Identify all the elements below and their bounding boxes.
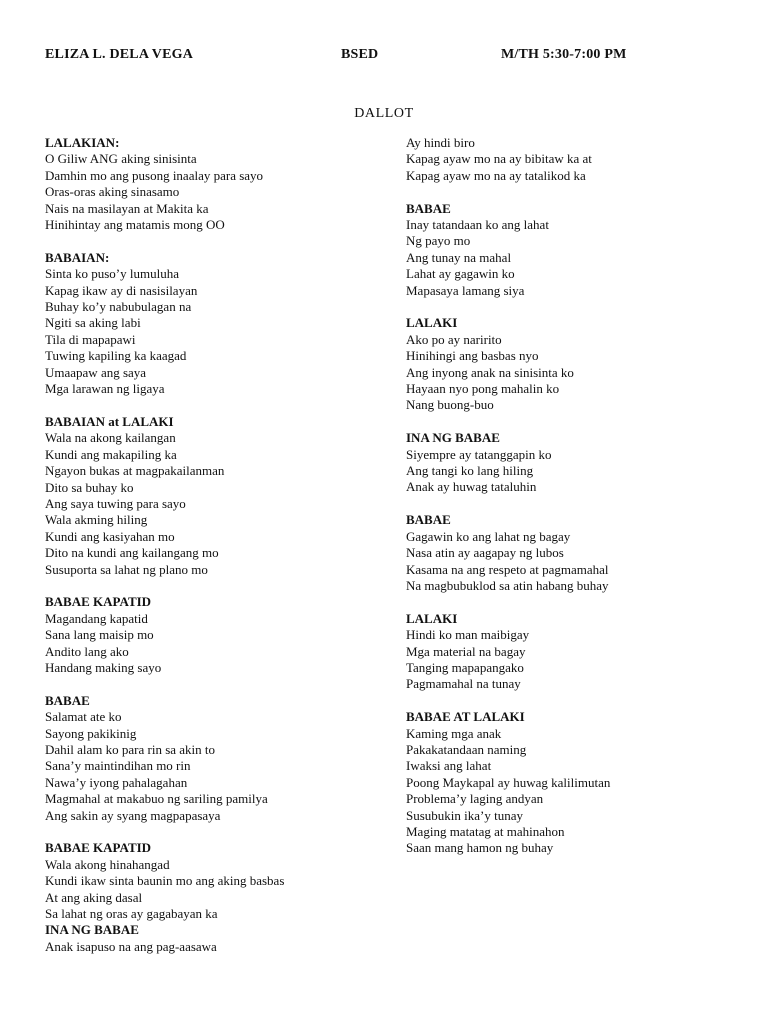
- verse-section: [45, 693, 385, 824]
- verse-line: Kasama na ang respeto at pagmamahal: [406, 561, 609, 577]
- right-column: [406, 135, 736, 873]
- verse-line: Magmahal at makabuo ng sariling pamilya: [45, 791, 268, 807]
- speaker-label: BABAE KAPATID: [45, 840, 152, 856]
- verse-line: Mga material na bagay: [406, 643, 526, 659]
- verse-line: Sana lang maisip mo: [45, 627, 154, 643]
- verse-line: Ngiti sa aking labi: [45, 315, 141, 331]
- verse-line: Dahil alam ko para rin sa akin to: [45, 741, 216, 757]
- verse-line: Pagmamahal na tunay: [406, 676, 521, 692]
- verse-line: Nasa atin ay aagapay ng lubos: [406, 545, 564, 561]
- verse-section: [45, 135, 385, 233]
- verse-line: Ang saya tuwing para sayo: [45, 495, 186, 511]
- verse-line: Maging matatag at mahinahon: [406, 823, 565, 839]
- verse-line: Siyempre ay tatanggapin ko: [406, 446, 552, 462]
- speaker-label: BABAIAN:: [45, 249, 110, 265]
- verse-line: Inay tatandaan ko ang lahat: [406, 217, 549, 233]
- verse-section: [45, 922, 385, 955]
- verse-line: Tuwing kapiling ka kaagad: [45, 348, 187, 364]
- verse-line: Anak isapuso na ang pag-aasawa: [45, 938, 217, 954]
- class-schedule: M/TH 5:30-7:00 PM: [501, 47, 627, 62]
- verse-line: Nawa’y iyong pahalagahan: [45, 774, 188, 790]
- verse-section: [45, 840, 385, 922]
- verse-section: [45, 250, 385, 398]
- verse-section: [406, 430, 736, 496]
- verse-line: Anak ay huwag tataluhin: [406, 479, 537, 495]
- verse-line: Problema’y laging andyan: [406, 791, 544, 807]
- verse-line: Saan mang hamon ng buhay: [406, 840, 554, 856]
- speaker-label: INA NG BABAE: [406, 430, 500, 446]
- verse-line: Kapag ikaw ay di nasisilayan: [45, 282, 198, 298]
- verse-line: Tanging mapapangako: [406, 659, 524, 675]
- verse-line: Wala akong hinahangad: [45, 856, 170, 872]
- verse-line: Ang tunay na mahal: [406, 249, 512, 265]
- speaker-label: BABAE: [406, 512, 451, 528]
- speaker-label: BABAE: [45, 692, 90, 708]
- verse-line: Susuporta sa lahat ng plano mo: [45, 561, 208, 577]
- verse-line: Hinihingi ang basbas nyo: [406, 348, 539, 364]
- verse-line: Umaapaw ang saya: [45, 364, 147, 380]
- verse-line: Hayaan nyo pong mahalin ko: [406, 381, 560, 397]
- verse-section: [406, 611, 736, 693]
- author-name: ELIZA L. DELA VEGA: [45, 47, 194, 62]
- document-title: DALLOT: [354, 106, 414, 121]
- speaker-label: LALAKI: [406, 315, 458, 331]
- left-column: [45, 135, 385, 972]
- verse-section: [406, 709, 736, 857]
- speaker-label: BABAE: [406, 200, 451, 216]
- verse-line: Na magbubuklod sa atin habang buhay: [406, 577, 609, 593]
- verse-line: Sana’y maintindihan mo rin: [45, 758, 191, 774]
- verse-line: At ang aking dasal: [45, 889, 143, 905]
- verse-line: Sayong pakikinig: [45, 725, 137, 741]
- verse-line: Ngayon bukas at magpakailanman: [45, 463, 225, 479]
- verse-line: Pakakatandaan naming: [406, 741, 527, 757]
- verse-line: Ang inyong anak na sinisinta ko: [406, 364, 574, 380]
- verse-section: [406, 201, 736, 299]
- verse-line: Hinihintay ang matamis mong OO: [45, 217, 225, 233]
- verse-section: [406, 315, 736, 413]
- verse-line: Sinta ko puso’y lumuluha: [45, 266, 179, 282]
- verse-line: Nang buong-buo: [406, 397, 494, 413]
- speaker-label: LALAKI: [406, 610, 458, 626]
- verse-line: Buhay ko’y nabubulagan na: [45, 299, 192, 315]
- verse-section: [45, 594, 385, 676]
- verse-line: Handang making sayo: [45, 659, 162, 675]
- speaker-label: LALAKIAN:: [45, 135, 120, 150]
- verse-line: Lahat ay gagawin ko: [406, 266, 515, 282]
- verse-line: Kapag ayaw mo na ay bibitaw ka at: [406, 151, 592, 167]
- verse-line: Iwaksi ang lahat: [406, 758, 492, 774]
- verse-line: Andito lang ako: [45, 643, 129, 659]
- verse-line: Gagawin ko ang lahat ng bagay: [406, 528, 571, 544]
- verse-line: Mga larawan ng ligaya: [45, 381, 165, 397]
- verse-line: Mapasaya lamang siya: [406, 282, 525, 298]
- verse-line: Dito na kundi ang kailangang mo: [45, 545, 219, 561]
- verse-line: Ang tangi ko lang hiling: [406, 463, 534, 479]
- verse-line: Wala na akong kailangan: [45, 430, 176, 446]
- verse-section: [406, 512, 736, 594]
- verse-line: Kapag ayaw mo na ay tatalikod ka: [406, 167, 586, 183]
- verse-line: Sa lahat ng oras ay gagabayan ka: [45, 906, 218, 922]
- verse-line: Kundi ang makapiling ka: [45, 446, 177, 462]
- speaker-label: INA NG BABAE: [45, 922, 139, 938]
- verse-line: Ako po ay naririto: [406, 331, 502, 347]
- verse-line: Ay hindi biro: [406, 135, 475, 150]
- verse-line: Wala akming hiling: [45, 512, 148, 528]
- verse-line: Damhin mo ang pusong inaalay para sayo: [45, 167, 264, 183]
- verse-line: Susubukin ika’y tunay: [406, 807, 523, 823]
- verse-line: Ng payo mo: [406, 233, 471, 249]
- course-label: BSED: [341, 47, 379, 62]
- speaker-label: BABAE AT LALAKI: [406, 709, 525, 725]
- verse-section: [45, 414, 385, 578]
- verse-line: Kaming mga anak: [406, 725, 502, 741]
- verse-line: O Giliw ANG aking sinisinta: [45, 151, 197, 167]
- verse-line: Ang sakin ay syang magpapasaya: [45, 807, 221, 823]
- verse-line: Kundi ang kasiyahan mo: [45, 528, 175, 544]
- verse-line: Kundi ikaw sinta baunin mo ang aking basbas: [45, 873, 285, 889]
- verse-line: Salamat ate ko: [45, 709, 122, 725]
- verse-section: [406, 135, 736, 184]
- speaker-label: BABAIAN at LALAKI: [45, 413, 174, 429]
- verse-line: Dito sa buhay ko: [45, 479, 134, 495]
- verse-line: Poong Maykapal ay huwag kalilimutan: [406, 774, 611, 790]
- document-header: [45, 47, 725, 67]
- verse-line: Magandang kapatid: [45, 610, 148, 626]
- verse-line: Oras-oras aking sinasamo: [45, 184, 180, 200]
- verse-line: Tila di mapapawi: [45, 331, 136, 347]
- speaker-label: BABAE KAPATID: [45, 594, 152, 610]
- verse-line: Hindi ko man maibigay: [406, 627, 530, 643]
- verse-line: Nais na masilayan at Makita ka: [45, 200, 209, 216]
